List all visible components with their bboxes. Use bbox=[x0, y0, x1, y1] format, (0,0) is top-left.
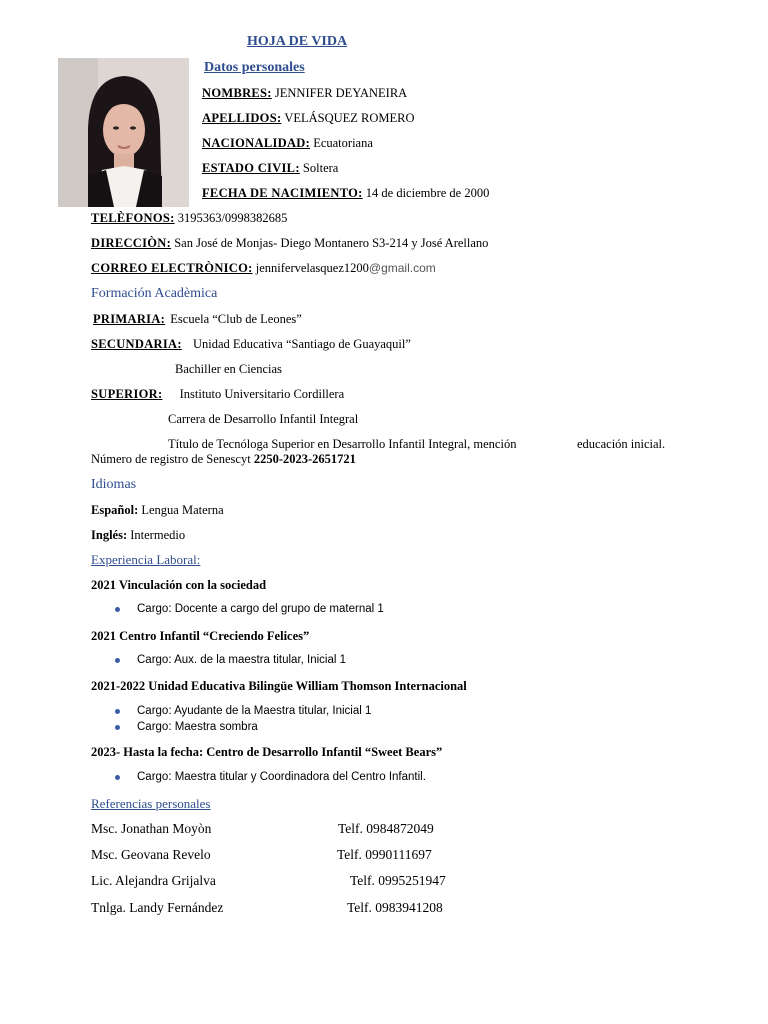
language-english bbox=[91, 528, 185, 543]
superior-label: SUPERIOR: bbox=[91, 387, 163, 401]
email-value[interactable]: jennifervelasquez1200 bbox=[255, 261, 369, 275]
page-title: HOJA DE VIDA bbox=[247, 34, 348, 49]
reference-phone: Telf. 0984872049 bbox=[338, 821, 434, 836]
secondary-value: Unidad Educativa “Santiago de Guayaquil” bbox=[192, 337, 411, 351]
secondary-title: Bachiller en Ciencias bbox=[175, 362, 282, 376]
education-heading: Formación Acadèmica bbox=[91, 286, 218, 301]
surnames-value: VELÁSQUEZ ROMERO bbox=[284, 111, 415, 125]
superior-degree-end: educación inicial. bbox=[577, 437, 666, 451]
experience-heading: Experiencia Laboral: bbox=[91, 552, 201, 567]
surnames-label: APELLIDOS: bbox=[202, 111, 282, 125]
references-heading: Referencias personales bbox=[91, 796, 211, 811]
superior-row bbox=[91, 387, 344, 402]
language-value: Lengua Materna bbox=[138, 503, 224, 517]
civil-status-row bbox=[202, 161, 338, 176]
reference-name: Tnlga. Landy Fernández bbox=[91, 900, 224, 915]
superior-degree: Título de Tecnóloga Superior en Desarrollo Infantil Integral, mención bbox=[168, 437, 517, 451]
job-item: Cargo: Docente a cargo del grupo de maternal 1 bbox=[137, 603, 384, 615]
civil-status-value: Soltera bbox=[302, 161, 339, 175]
birthdate-row bbox=[202, 186, 489, 201]
language-label: Inglés: bbox=[91, 528, 128, 542]
email-domain[interactable]: @gmail.com bbox=[368, 261, 436, 275]
birthdate-value: 14 de diciembre de 2000 bbox=[365, 186, 490, 200]
primary-value: Escuela “Club de Leones” bbox=[170, 312, 302, 326]
birthdate-label: FECHA DE NACIMIENTO: bbox=[202, 186, 363, 200]
nationality-value: Ecuatoriana bbox=[313, 136, 373, 150]
language-value: Intermedio bbox=[127, 528, 186, 542]
reference-phone: Telf. 0983941208 bbox=[347, 900, 443, 915]
nationality-row bbox=[202, 136, 373, 151]
address-row bbox=[91, 236, 488, 251]
bullet-icon bbox=[115, 658, 120, 663]
reference-phone: Telf. 0990111697 bbox=[337, 847, 432, 862]
bullet-icon bbox=[115, 775, 120, 780]
names-value: JENNIFER DEYANEIRA bbox=[274, 86, 408, 100]
superior-value: Instituto Universitario Cordillera bbox=[179, 387, 345, 401]
superior-career: Carrera de Desarrollo Infantil Integral bbox=[168, 412, 359, 426]
reference-name: Msc. Jonathan Moyòn bbox=[91, 821, 212, 836]
job-item: Cargo: Ayudante de la Maestra titular, Inicial 1 bbox=[137, 705, 372, 717]
phones-row bbox=[91, 211, 287, 226]
primary-label: PRIMARIA: bbox=[93, 312, 166, 326]
names-label: NOMBRES: bbox=[202, 86, 272, 100]
personal-heading: Datos personales bbox=[204, 60, 305, 75]
primary-row bbox=[93, 312, 302, 327]
job-title: 2023- Hasta la fecha: Centro de Desarrollo Infantil “Sweet Bears” bbox=[91, 745, 443, 759]
civil-status-label: ESTADO CIVIL: bbox=[202, 161, 300, 175]
bullet-icon bbox=[115, 709, 120, 714]
job-item: Cargo: Aux. de la maestra titular, Inicial 1 bbox=[137, 654, 347, 666]
address-label: DIRECCIÒN: bbox=[91, 236, 172, 250]
reference-phone: Telf. 0995251947 bbox=[350, 873, 446, 888]
reference-name: Msc. Geovana Revelo bbox=[91, 847, 211, 862]
language-label: Español: bbox=[91, 503, 139, 517]
phones-label: TELÈFONOS: bbox=[91, 211, 175, 225]
nationality-label: NACIONALIDAD: bbox=[202, 136, 311, 150]
registry-row bbox=[91, 452, 356, 467]
email-row bbox=[91, 261, 436, 276]
profile-photo bbox=[58, 58, 189, 207]
registry-number: 2250-2023-2651721 bbox=[253, 452, 356, 466]
email-label: CORREO ELECTRÒNICO: bbox=[91, 261, 253, 275]
surnames-row bbox=[202, 111, 415, 126]
job-title: 2021 Centro Infantil “Creciendo Felices” bbox=[91, 629, 310, 643]
language-spanish bbox=[91, 503, 224, 518]
secondary-label: SECUNDARIA: bbox=[91, 337, 182, 351]
bullet-icon bbox=[115, 725, 120, 730]
registry-text: Número de registro de Senescyt bbox=[91, 452, 254, 466]
job-item: Cargo: Maestra titular y Coordinadora del Centro Infantil. bbox=[137, 771, 426, 783]
job-title: 2021-2022 Unidad Educativa Bilingüe William Thomson Internacional bbox=[91, 679, 467, 693]
names-row bbox=[202, 86, 407, 101]
bullet-icon bbox=[115, 607, 120, 612]
reference-name: Lic. Alejandra Grijalva bbox=[91, 873, 216, 888]
address-value: San José de Monjas- Diego Montanero S3-214 y José Arellano bbox=[174, 236, 489, 250]
job-item: Cargo: Maestra sombra bbox=[137, 721, 258, 733]
secondary-row bbox=[91, 337, 411, 352]
phones-value: 3195363/0998382685 bbox=[177, 211, 288, 225]
portrait-image bbox=[58, 58, 189, 207]
job-title: 2021 Vinculación con la sociedad bbox=[91, 578, 267, 592]
languages-heading: Idiomas bbox=[91, 477, 137, 492]
